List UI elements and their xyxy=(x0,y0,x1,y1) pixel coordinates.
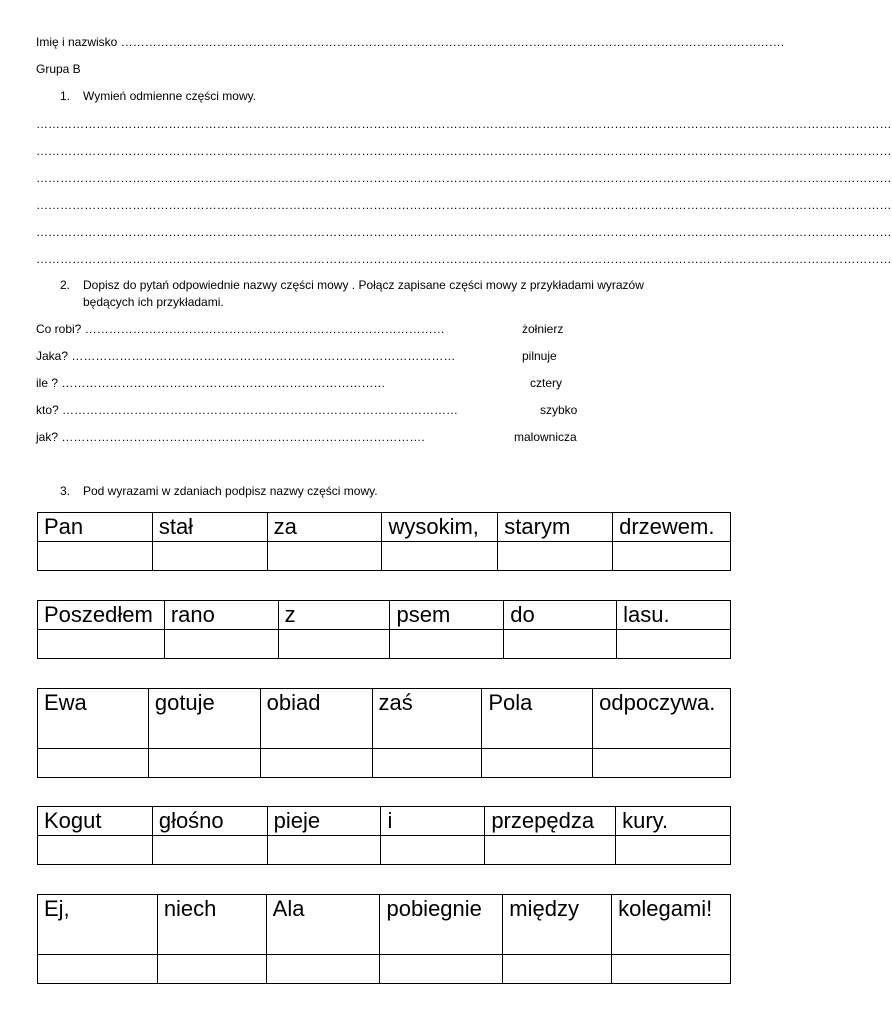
q2-question-4[interactable]: kto? ……………………………………………………………………………………… xyxy=(36,403,459,417)
word-cell: starym xyxy=(498,513,613,542)
word-cell: kury. xyxy=(616,807,731,836)
word-cell: przepędza xyxy=(485,807,616,836)
word-cell: Ej, xyxy=(38,895,158,955)
word-cell: pieje xyxy=(267,807,381,836)
q2-example-4: szybko xyxy=(540,403,578,417)
q2-example-2: pilnuje xyxy=(522,349,557,363)
name-field-label: Imię i nazwisko …………………………………………………………………………………………………………………………………………………. xyxy=(36,35,785,49)
word-cell: kolegami! xyxy=(612,895,731,955)
word-cell: za xyxy=(267,513,382,542)
answer-cell[interactable] xyxy=(38,630,165,659)
word-cell: stał xyxy=(152,513,267,542)
q2-text-line1: Dopisz do pytań odpowiednie nazwy części mowy . Połącz zapisane części mowy z przykładami wyrazów xyxy=(83,278,644,292)
word-cell: lasu. xyxy=(617,601,731,630)
answer-cell[interactable] xyxy=(613,542,731,571)
word-cell: Kogut xyxy=(38,807,153,836)
answer-cell[interactable] xyxy=(390,630,504,659)
sentence-table-4 xyxy=(37,806,731,865)
q1-number: 1. xyxy=(60,89,71,103)
sentence-table-1 xyxy=(37,512,731,571)
answer-cell[interactable] xyxy=(381,836,485,865)
q1-text: Wymień odmienne części mowy. xyxy=(83,89,257,103)
q2-number: 2. xyxy=(60,278,71,292)
group-label: Grupa B xyxy=(36,62,81,76)
answer-line-5[interactable]: …………………………………………………………………………………………………………………………………………………………………………………………… xyxy=(36,225,892,239)
answer-cell[interactable] xyxy=(612,955,731,984)
word-cell: Poszedłem xyxy=(38,601,165,630)
word-cell: do xyxy=(504,601,617,630)
answer-cell[interactable] xyxy=(372,749,482,778)
answer-cell[interactable] xyxy=(38,955,158,984)
answer-cell[interactable] xyxy=(267,542,382,571)
answer-cell[interactable] xyxy=(152,836,267,865)
sentence-table-2 xyxy=(37,600,731,659)
answer-cell[interactable] xyxy=(504,630,617,659)
q2-text-line2: będących ich przykładami. xyxy=(83,295,224,309)
answer-cell[interactable] xyxy=(38,542,153,571)
word-cell: z xyxy=(278,601,390,630)
answer-cell[interactable] xyxy=(498,542,613,571)
answer-cell[interactable] xyxy=(152,542,267,571)
q2-example-1: żołnierz xyxy=(522,322,564,336)
word-cell: zaś xyxy=(372,689,482,749)
answer-cell[interactable] xyxy=(157,955,266,984)
word-cell: rano xyxy=(164,601,278,630)
answer-cell[interactable] xyxy=(482,749,593,778)
answer-cell[interactable] xyxy=(382,542,498,571)
answer-cell[interactable] xyxy=(267,836,381,865)
word-cell: niech xyxy=(157,895,266,955)
word-cell: Ala xyxy=(266,895,380,955)
answer-cell[interactable] xyxy=(616,836,731,865)
answer-line-4[interactable]: …………………………………………………………………………………………………………………………………………………………………………………………… xyxy=(36,198,892,212)
answer-cell[interactable] xyxy=(380,955,503,984)
answer-cell[interactable] xyxy=(485,836,616,865)
q2-question-2[interactable]: Jaka? …………………………………………………………………………………… xyxy=(36,349,456,363)
word-cell: gotuje xyxy=(148,689,260,749)
sentence-table-3 xyxy=(37,688,731,778)
q2-question-3[interactable]: ile ? ……………………………………………………………………… xyxy=(36,376,386,390)
answer-line-6[interactable]: …………………………………………………………………………………………………………………………………………………………………………………………… xyxy=(36,252,892,266)
answer-line-2[interactable]: …………………………………………………………………………………………………………………………………………………………………………………………… xyxy=(36,144,892,158)
word-cell: odpoczywa. xyxy=(593,689,731,749)
word-cell: psem xyxy=(390,601,504,630)
q3-number: 3. xyxy=(60,484,71,498)
answer-cell[interactable] xyxy=(278,630,390,659)
answer-cell[interactable] xyxy=(38,836,153,865)
q2-question-5[interactable]: jak? ………………………………………………………………………………. xyxy=(36,430,425,444)
word-cell: Ewa xyxy=(38,689,149,749)
word-cell: głośno xyxy=(152,807,267,836)
answer-cell[interactable] xyxy=(266,955,380,984)
answer-cell[interactable] xyxy=(260,749,372,778)
word-cell: i xyxy=(381,807,485,836)
word-cell: Pola xyxy=(482,689,593,749)
q2-example-5: malownicza xyxy=(514,430,577,444)
answer-cell[interactable] xyxy=(503,955,612,984)
answer-cell[interactable] xyxy=(164,630,278,659)
word-cell: Pan xyxy=(38,513,153,542)
word-cell: wysokim, xyxy=(382,513,498,542)
word-cell: między xyxy=(503,895,612,955)
answer-cell[interactable] xyxy=(148,749,260,778)
answer-line-3[interactable]: …………………………………………………………………………………………………………………………………………………………………………………………… xyxy=(36,171,892,185)
word-cell: drzewem. xyxy=(613,513,731,542)
word-cell: obiad xyxy=(260,689,372,749)
answer-line-1[interactable]: …………………………………………………………………………………………………………………………………………………………………………………………… xyxy=(36,117,892,131)
answer-cell[interactable] xyxy=(38,749,149,778)
word-cell: pobiegnie xyxy=(380,895,503,955)
q3-text: Pod wyrazami w zdaniach podpisz nazwy części mowy. xyxy=(83,484,378,498)
answer-cell[interactable] xyxy=(617,630,731,659)
q2-question-1[interactable]: Co robi? ……………………………………………………………………………… xyxy=(36,322,445,336)
q2-example-3: cztery xyxy=(530,376,563,390)
sentence-table-5 xyxy=(37,894,731,984)
answer-cell[interactable] xyxy=(593,749,731,778)
